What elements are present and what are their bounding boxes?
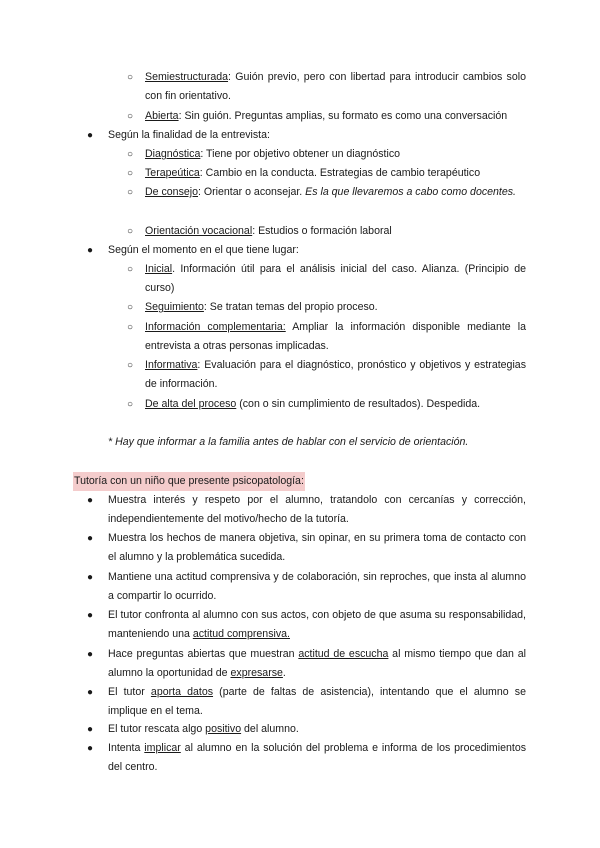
list-item: Diagnóstica: Tiene por objetivo obtener un diagnóstico — [145, 148, 401, 160]
list-item: El tutor confronta al alumno con sus actos, con objeto de que asuma su responsabilidad, manteniendo una actitud comprensiva. — [108, 609, 526, 641]
momento-label: Según el momento en el que tiene lugar: — [108, 244, 299, 256]
hollow-bullet-icon: ○ — [127, 149, 134, 160]
hollow-bullet-icon: ○ — [127, 168, 134, 179]
list-item: Hace preguntas abiertas que muestran actitud de escucha al mismo tiempo que dan al alumno la oportunidad de expresarse. — [108, 648, 526, 680]
bullet-icon: ● — [87, 743, 94, 754]
bullet-icon: ● — [87, 533, 94, 544]
list-item: El tutor aporta datos (parte de faltas de asistencia), intentando que el alumno se implique en el tema. — [108, 686, 526, 718]
hollow-bullet-icon: ○ — [127, 226, 134, 237]
finalidad-label: Según la finalidad de la entrevista: — [108, 129, 270, 141]
bullet-icon: ● — [87, 649, 94, 660]
hollow-bullet-icon: ○ — [127, 111, 134, 122]
bullet-icon: ● — [87, 687, 94, 698]
list-item: Informativa: Evaluación para el diagnóstico, pronóstico y objetivos y estrategias de información. — [145, 359, 526, 391]
section-heading: Tutoría con un niño que presente psicopatología: — [73, 472, 305, 491]
bullet-icon: ● — [87, 245, 94, 256]
note: * Hay que informar a la familia antes de hablar con el servicio de orientación. — [108, 436, 469, 448]
list-item: Muestra interés y respeto por el alumno, tratandolo con cercanías y corrección, independientemente del motivo/hecho de la tutoría. — [108, 494, 526, 526]
bullet-icon: ● — [87, 130, 94, 141]
list-item: Seguimiento: Se tratan temas del propio proceso. — [145, 301, 378, 313]
list-item: Intenta implicar al alumno en la solución del problema e informa de los procedimientos del centro. — [108, 742, 527, 774]
hollow-bullet-icon: ○ — [127, 360, 134, 371]
list-item: De consejo: Orientar o aconsejar. Es la que llevaremos a cabo como docentes. — [145, 186, 516, 198]
bullet-icon: ● — [87, 495, 94, 506]
hollow-bullet-icon: ○ — [127, 187, 134, 198]
hollow-bullet-icon: ○ — [127, 322, 134, 333]
hollow-bullet-icon: ○ — [127, 72, 134, 83]
list-item: De alta del proceso (con o sin cumplimiento de resultados). Despedida. — [145, 398, 481, 410]
list-item: Muestra los hechos de manera objetiva, sin opinar, en su primera toma de contacto con el alumno y la problemática sucedida. — [108, 532, 526, 564]
hollow-bullet-icon: ○ — [127, 399, 134, 410]
list-item: Mantiene una actitud comprensiva y de colaboración, sin reproches, que insta al alumno a compartir lo ocurrido. — [108, 571, 526, 603]
list-item: Abierta: Sin guión. Preguntas amplias, su formato es como una conversación — [145, 110, 508, 122]
list-item: Inicial. Información útil para el análisis inicial del caso. Alianza. (Principio de curso) — [145, 263, 526, 295]
list-item: Información complementaria: Ampliar la información disponible mediante la entrevista a otras personas implicadas. — [145, 321, 526, 353]
hollow-bullet-icon: ○ — [127, 302, 134, 313]
list-item: Terapeútica: Cambio en la conducta. Estrategias de cambio terapéutico — [145, 167, 481, 179]
bullet-icon: ● — [87, 610, 94, 621]
bullet-icon: ● — [87, 724, 94, 735]
bullet-icon: ● — [87, 572, 94, 583]
hollow-bullet-icon: ○ — [127, 264, 134, 275]
list-item: El tutor rescata algo positivo del alumno. — [108, 723, 299, 735]
list-item: Semiestructurada: Guión previo, pero con libertad para introducir cambios solo con fin orientativo. — [145, 71, 526, 103]
list-item: Orientación vocacional: Estudios o formación laboral — [145, 225, 392, 237]
